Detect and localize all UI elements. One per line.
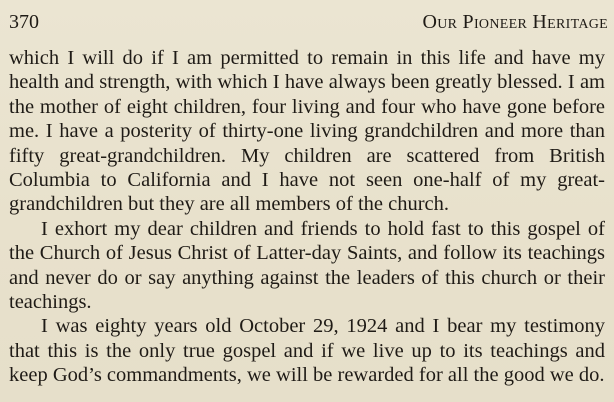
running-head: Our Pioneer Heritage: [422, 11, 608, 33]
paragraph-continuation: which I will do if I am permitted to remain in this life and have my health and strength, with which I have always been greatly blessed. I am the mother of eight children, four living and four who have gone before me. I have a posterity of thirty-one living grandchildren and more than fifty great-grandchildren. My children are scattered from British Columbia to California and I have not seen one-half of my great-grandchildren but they are all members of the church.: [9, 47, 605, 216]
paragraph-exhortation: I exhort my dear children and friends to hold fast to this gospel of the Church of Jesus Christ of Latter-day Saints, and follow its teachings and never do or say anything against the leaders of this church or their teachings.: [9, 217, 605, 314]
paragraph-testimony: I was eighty years old October 29, 1924 and I bear my testimony that this is the only true gospel and if we live up to its teachings and keep God’s commandments, we will be rewarded for all the good we do.: [9, 315, 605, 387]
body-text: [9, 46, 605, 388]
page-number: 370: [9, 11, 39, 33]
page-header: [9, 10, 608, 34]
